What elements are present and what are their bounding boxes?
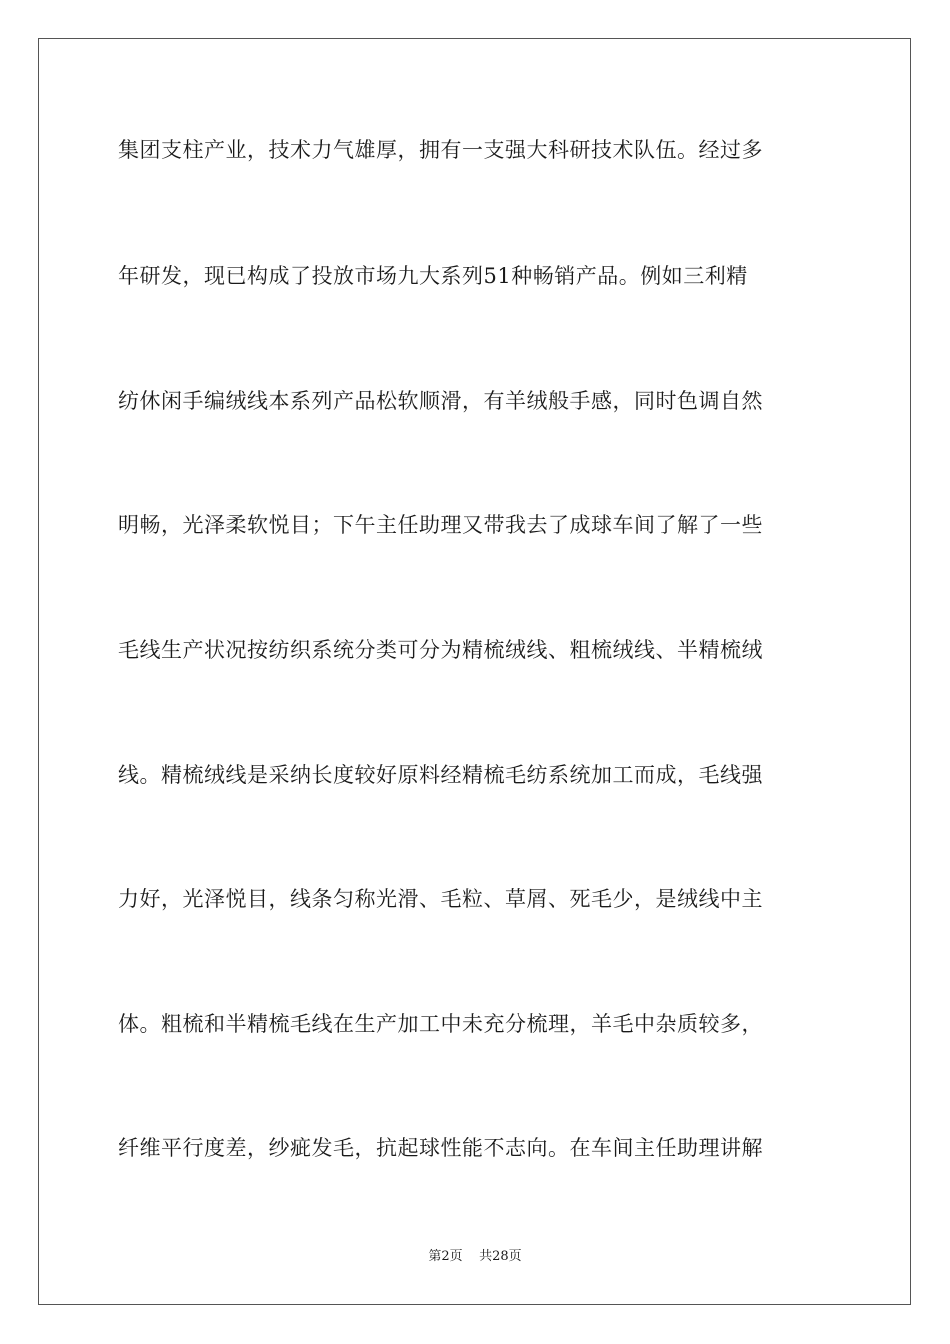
body-text-line: 纤维平行度差，纱疵发毛，抗起球性能不志向。在车间主任助理讲解 bbox=[118, 1136, 763, 1160]
body-text-line: 力好，光泽悦目，线条匀称光滑、毛粒、草屑、死毛少，是绒线中主 bbox=[118, 887, 763, 911]
body-text-line: 线。精梳绒线是采纳长度较好原料经精梳毛纺系统加工而成，毛线强 bbox=[118, 763, 763, 787]
page-number-footer: 第2页 共28页 bbox=[428, 1249, 522, 1264]
body-text-line: 年研发，现已构成了投放市场九大系列51种畅销产品。例如三利精 bbox=[118, 264, 748, 288]
body-text-line: 集团支柱产业，技术力气雄厚，拥有一支强大科研技术队伍。经过多 bbox=[118, 138, 763, 162]
body-text-line: 明畅，光泽柔软悦目；下午主任助理又带我去了成球车间了解了一些 bbox=[118, 513, 763, 537]
body-text-line: 毛线生产状况按纺织系统分类可分为精梳绒线、粗梳绒线、半精梳绒 bbox=[118, 638, 763, 662]
body-text-line: 体。粗梳和半精梳毛线在生产加工中未充分梳理，羊毛中杂质较多， bbox=[118, 1012, 763, 1036]
body-text-line: 纺休闲手编绒线本系列产品松软顺滑，有羊绒般手感，同时色调自然 bbox=[118, 389, 763, 413]
page-border bbox=[38, 38, 911, 1305]
